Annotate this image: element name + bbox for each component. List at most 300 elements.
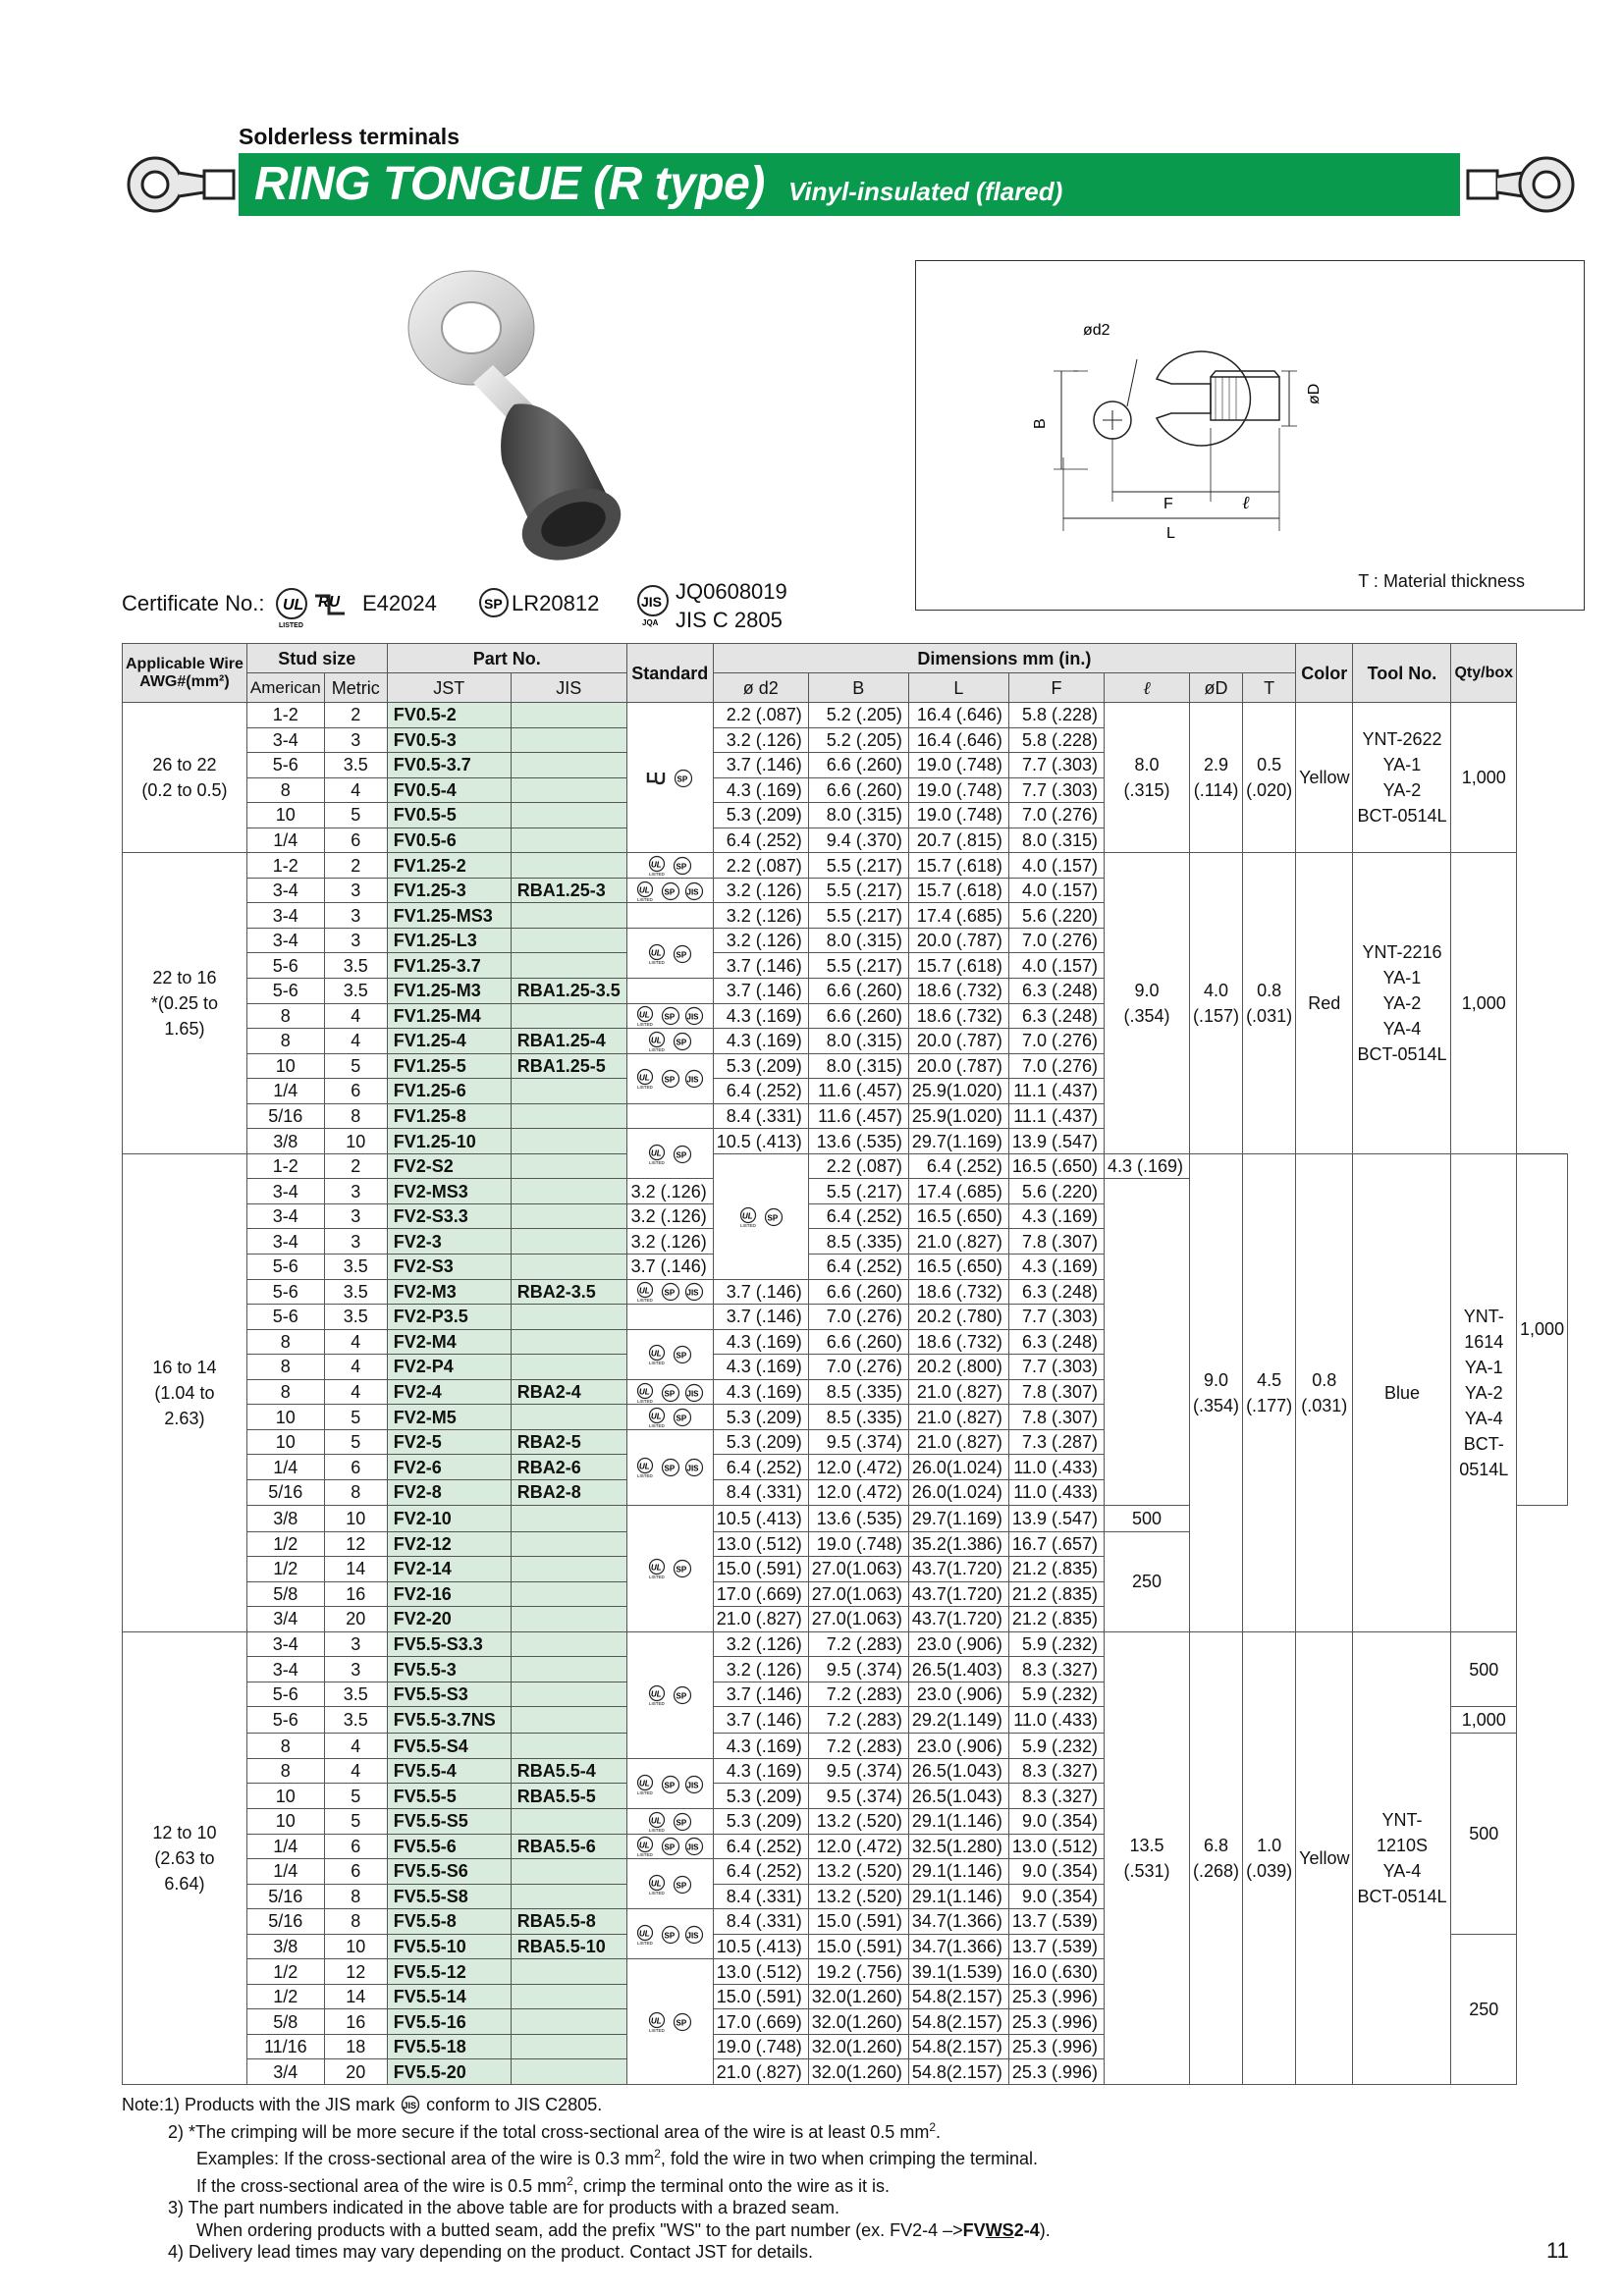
svg-text:UL: UL	[639, 1929, 650, 1939]
footnotes	[122, 2094, 1051, 2264]
cell-d2: 6.4 (.252)	[713, 1834, 808, 1859]
cell-jst-part: FV5.5-3.7NS	[387, 1707, 511, 1734]
cell-jst-part: FV5.5-18	[387, 2034, 511, 2059]
cell-L: 26.5(1.403)	[908, 1657, 1008, 1682]
svg-text:LISTED: LISTED	[739, 1222, 756, 1228]
ul-mark-icon	[634, 1281, 658, 1303]
cell-B: 6.4 (.252)	[808, 1203, 908, 1229]
svg-text:LISTED: LISTED	[637, 1398, 653, 1404]
cell-d2: 4.3 (.169)	[713, 777, 808, 803]
svg-text:SP: SP	[664, 1464, 676, 1473]
cell-B: 32.0(1.260)	[808, 2034, 908, 2059]
ul-mark-icon	[646, 2011, 670, 2033]
csa-mark-icon	[660, 1281, 681, 1303]
cell-B: 12.0 (.472)	[808, 1479, 908, 1505]
cell-F: 5.9 (.232)	[1008, 1682, 1104, 1707]
cell-L: 17.4 (.685)	[908, 1179, 1008, 1204]
cell-B: 13.6 (.535)	[808, 1505, 908, 1531]
cell-american: 3/4	[246, 2059, 324, 2085]
cell-L: 26.0(1.024)	[908, 1455, 1008, 1480]
cell-jis-part	[511, 1808, 626, 1834]
note-2: 2) *The crimping will be more secure if the total cross-sectional area of the wire is at least 0.5 $mm^2$.	[168, 2119, 942, 2142]
cell-F: 6.3 (.248)	[1008, 1279, 1104, 1305]
cell-d2: 17.0 (.669)	[713, 1581, 808, 1607]
cell-jis-part	[511, 1079, 626, 1104]
cell-L: 17.4 (.685)	[908, 903, 1008, 929]
csa-mark-icon	[673, 768, 694, 789]
jis-mark-icon	[683, 1457, 705, 1478]
cell-D: 4.0 (.157)	[1190, 853, 1243, 1154]
ul-mark-icon	[634, 1005, 658, 1027]
cell-B: 6.6 (.260)	[808, 753, 908, 778]
svg-text:UL: UL	[639, 1387, 650, 1397]
cell-F: 9.0 (.354)	[1008, 1859, 1104, 1885]
cell-B: 8.5 (.335)	[808, 1229, 908, 1255]
svg-text:UL: UL	[639, 1779, 650, 1789]
cell-jis-part: RBA2-4	[511, 1379, 626, 1405]
cell-jst-part: FV2-10	[387, 1505, 511, 1531]
svg-text:UL: UL	[283, 597, 304, 614]
cell-B: 5.5 (.217)	[808, 1179, 908, 1204]
cell-F: 7.8 (.307)	[1008, 1405, 1104, 1430]
cell-jst-part: FV2-3	[387, 1229, 511, 1255]
cell-metric: 3	[324, 1203, 387, 1229]
svg-text:SP: SP	[676, 1414, 687, 1423]
cell-B: 5.5 (.217)	[808, 878, 908, 903]
ul-listed-icon	[274, 586, 358, 629]
cell-standard	[626, 1405, 713, 1430]
cell-jst-part: FV5.5-S8	[387, 1884, 511, 1909]
cell-standard	[626, 1758, 713, 1808]
cell-B: 9.5 (.374)	[808, 1758, 908, 1784]
cell-american: 1/2	[246, 1557, 324, 1582]
cell-jis-part	[511, 1557, 626, 1582]
jis-mark-icon	[683, 881, 705, 902]
cell-american: 3-4	[246, 878, 324, 903]
cell-L: 25.9(1.020)	[908, 1079, 1008, 1104]
cell-american: 3-4	[246, 1179, 324, 1204]
cell-standard	[626, 928, 713, 978]
cell-jst-part: FV2-S2	[387, 1153, 511, 1179]
cell-B: 8.0 (.315)	[808, 928, 908, 953]
header-F: F	[1008, 673, 1104, 703]
cell-jst-part: FV5.5-3	[387, 1657, 511, 1682]
cell-d2: 10.5 (.413)	[713, 1129, 808, 1154]
cell-D: 4.5 (.177)	[1243, 1153, 1296, 1631]
svg-text:JIS: JIS	[403, 2101, 417, 2110]
cell-F: 5.6 (.220)	[1008, 1179, 1104, 1204]
svg-text:LISTED: LISTED	[637, 1940, 653, 1946]
svg-text:SP: SP	[676, 774, 688, 784]
cell-D: 2.9 (.114)	[1190, 703, 1243, 853]
cell-d2: 3.2 (.126)	[713, 1631, 808, 1657]
cell-jis-part: RBA2-8	[511, 1479, 626, 1505]
cell-L: 19.0 (.748)	[908, 753, 1008, 778]
cell-F: 5.8 (.228)	[1008, 703, 1104, 728]
svg-text:UL: UL	[639, 1841, 650, 1850]
cell-metric: 14	[324, 1557, 387, 1582]
title-banner	[239, 153, 1460, 216]
cell-B: 13.6 (.535)	[808, 1129, 908, 1154]
header-qty-box: Qty/box	[1451, 644, 1517, 703]
cell-metric: 14	[324, 1984, 387, 2009]
cell-F: 7.7 (.303)	[1008, 1305, 1104, 1330]
note-3-ordering: When ordering products with a butted seam, add the prefix "WS" to the part number (ex. FV2-4 –>FVWS2-4).	[196, 2219, 1051, 2240]
svg-text:SP: SP	[664, 1288, 676, 1298]
cell-jst-part: FV1.25-L3	[387, 928, 511, 953]
cell-d2: 6.4 (.252)	[713, 828, 808, 853]
cell-metric: 3	[324, 1631, 387, 1657]
svg-text:JIS: JIS	[686, 1288, 699, 1298]
cell-jst-part: FV5.5-S3.3	[387, 1631, 511, 1657]
cell-d2: 3.7 (.146)	[713, 1305, 808, 1330]
cell-F: 25.3 (.996)	[1008, 1984, 1104, 2009]
cell-standard	[626, 1103, 713, 1129]
svg-text:LISTED: LISTED	[649, 1159, 665, 1165]
svg-text:LISTED: LISTED	[637, 1022, 653, 1028]
cell-F: 5.9 (.232)	[1008, 1734, 1104, 1759]
cell-F: 11.0 (.433)	[1008, 1479, 1104, 1505]
svg-text:LISTED: LISTED	[637, 1298, 653, 1304]
svg-text:JIS: JIS	[686, 1389, 699, 1399]
cell-qty-box: 500	[1451, 1631, 1517, 1707]
ur-mark-icon	[645, 769, 671, 788]
cell-L: 35.2(1.386)	[908, 1531, 1008, 1557]
cell-wire-range: 22 to 16 *(0.25 to 1.65)	[123, 853, 247, 1154]
csa-mark-icon	[672, 1558, 693, 1579]
cell-qty-box: 1,000	[1451, 1707, 1517, 1734]
cell-L: 15.7 (.618)	[908, 953, 1008, 979]
cell-d2: 8.4 (.331)	[713, 1909, 808, 1935]
cell-jis-part	[511, 1984, 626, 2009]
cell-jis-part	[511, 1229, 626, 1255]
cell-F: 8.3 (.327)	[1008, 1784, 1104, 1809]
svg-text:LISTED: LISTED	[649, 1575, 665, 1580]
cell-jst-part: FV5.5-5	[387, 1784, 511, 1809]
svg-text:JIS: JIS	[686, 1842, 699, 1852]
cell-jis-part: RBA1.25-4	[511, 1029, 626, 1054]
svg-text:SP: SP	[676, 1691, 687, 1701]
cell-american: 8	[246, 1758, 324, 1784]
cell-american: 1-2	[246, 703, 324, 728]
cell-metric: 20	[324, 1607, 387, 1632]
csa-mark-icon	[672, 943, 693, 965]
jis-mark-icon	[683, 1924, 705, 1946]
cell-F: 21.2 (.835)	[1008, 1607, 1104, 1632]
cell-F: 8.0 (.315)	[1008, 828, 1104, 853]
cell-F: 4.3 (.169)	[1008, 1203, 1104, 1229]
cell-jst-part: FV2-M4	[387, 1329, 511, 1355]
cell-standard	[626, 703, 713, 853]
cell-metric: 4	[324, 1329, 387, 1355]
cell-F: 6.3 (.248)	[1008, 1003, 1104, 1029]
cell-jst-part: FV0.5-3	[387, 727, 511, 753]
cell-L: 20.7 (.815)	[908, 828, 1008, 853]
cell-B: 32.0(1.260)	[808, 2059, 908, 2085]
cell-metric: 16	[324, 1581, 387, 1607]
cell-B: 19.0 (.748)	[808, 1531, 908, 1557]
cell-jis-part	[511, 1657, 626, 1682]
cell-wire-range: 16 to 14 (1.04 to 2.63)	[123, 1153, 247, 1631]
cell-american: 3-4	[246, 727, 324, 753]
cell-jis-part	[511, 727, 626, 753]
cell-jis-part	[511, 777, 626, 803]
svg-text:LISTED: LISTED	[649, 1423, 665, 1429]
ul-mark-icon	[634, 1382, 658, 1404]
cell-jis-part	[511, 1355, 626, 1380]
cell-jst-part: FV5.5-S6	[387, 1859, 511, 1885]
ul-mark-icon	[646, 943, 670, 965]
cell-d2: 3.2 (.126)	[626, 1179, 713, 1204]
cell-d2: 8.4 (.331)	[713, 1479, 808, 1505]
table-row	[123, 853, 1568, 879]
table-row	[123, 1631, 1568, 1657]
cell-metric: 3.5	[324, 1305, 387, 1330]
cell-metric: 5	[324, 803, 387, 828]
header-stud-size: Stud size	[246, 644, 387, 673]
cell-american: 11/16	[246, 2034, 324, 2059]
cell-metric: 6	[324, 828, 387, 853]
cell-american: 3-4	[246, 1229, 324, 1255]
svg-text:LISTED: LISTED	[649, 1701, 665, 1707]
cell-L: 43.7(1.720)	[908, 1581, 1008, 1607]
svg-text:UL: UL	[651, 1349, 662, 1359]
cell-B: 27.0(1.063)	[808, 1581, 908, 1607]
cell-B: 8.5 (.335)	[808, 1405, 908, 1430]
cell-B: 12.0 (.472)	[808, 1455, 908, 1480]
cell-jis-part: RBA5.5-5	[511, 1784, 626, 1809]
cell-F: 9.0 (.354)	[1008, 1884, 1104, 1909]
cell-standard	[626, 1909, 713, 1959]
cell-B: 6.4 (.252)	[808, 1255, 908, 1280]
cell-L: 26.0(1.024)	[908, 1479, 1008, 1505]
cell-L: 39.1(1.539)	[908, 1959, 1008, 1985]
cell-d2: 3.7 (.146)	[626, 1255, 713, 1280]
cell-F: 7.7 (.303)	[1008, 1355, 1104, 1380]
ul-mark-icon	[634, 1457, 658, 1478]
cell-jis-part: RBA5.5-6	[511, 1834, 626, 1859]
cell-jst-part: FV0.5-6	[387, 828, 511, 853]
category-label: Solderless terminals	[239, 124, 460, 149]
cell-jst-part: FV5.5-S4	[387, 1734, 511, 1759]
cell-jst-part: FV2-6	[387, 1455, 511, 1480]
cell-L: 29.1(1.146)	[908, 1808, 1008, 1834]
cell-L: 21.0 (.827)	[908, 1229, 1008, 1255]
cell-d2: 3.7 (.146)	[713, 1279, 808, 1305]
cell-d2: 10.5 (.413)	[713, 1934, 808, 1959]
cell-metric: 3	[324, 1229, 387, 1255]
csa-mark-icon	[660, 1924, 681, 1946]
cell-B: 27.0(1.063)	[808, 1557, 908, 1582]
ul-certificate-number: E42024	[362, 591, 437, 615]
cell-B: 32.0(1.260)	[808, 1984, 908, 2009]
spec-table-body	[123, 703, 1568, 2085]
svg-text:LISTED: LISTED	[279, 622, 303, 629]
cell-jis-part: RBA1.25-3	[511, 878, 626, 903]
cell-jst-part: FV2-8	[387, 1479, 511, 1505]
csa-mark-icon	[660, 1774, 681, 1795]
svg-text:UL: UL	[651, 2016, 662, 2026]
cell-jis-part	[511, 1153, 626, 1179]
cell-L: 43.7(1.720)	[908, 1557, 1008, 1582]
cell-tool-no: YNT-1614 YA-1 YA-2 YA-4 BCT-0514L	[1451, 1153, 1517, 1631]
cell-jis-part: RBA2-5	[511, 1429, 626, 1455]
header-dimensions: Dimensions mm (in.)	[713, 644, 1295, 673]
cell-d2: 2.2 (.087)	[713, 853, 808, 879]
svg-text:LISTED: LISTED	[649, 1361, 665, 1366]
cell-american: 3-4	[246, 1631, 324, 1657]
cell-standard	[626, 1859, 713, 1909]
header-jst: JST	[387, 673, 511, 703]
cell-jst-part: FV5.5-8	[387, 1909, 511, 1935]
csa-mark-icon	[660, 881, 681, 902]
cell-color: Yellow	[1296, 703, 1353, 853]
page-number: 11	[1546, 2238, 1569, 2263]
cell-F: 4.0 (.157)	[1008, 853, 1104, 879]
cell-american: 8	[246, 1379, 324, 1405]
cell-american: 1-2	[246, 853, 324, 879]
cell-B: 9.4 (.370)	[808, 828, 908, 853]
cell-T: 0.5 (.020)	[1243, 703, 1296, 853]
cell-jst-part: FV0.5-5	[387, 803, 511, 828]
cell-F: 13.7 (.539)	[1008, 1909, 1104, 1935]
csa-mark-icon	[672, 1144, 693, 1165]
cell-L: 23.0 (.906)	[908, 1631, 1008, 1657]
table-row	[123, 1153, 1568, 1179]
cell-metric: 8	[324, 1103, 387, 1129]
cell-american: 1/2	[246, 1531, 324, 1557]
cell-L: 34.7(1.366)	[908, 1909, 1008, 1935]
svg-text:UL: UL	[651, 1689, 662, 1699]
cell-B: 13.2 (.520)	[808, 1808, 908, 1834]
cell-jst-part: FV2-S3.3	[387, 1203, 511, 1229]
cell-d2: 4.3 (.169)	[713, 1758, 808, 1784]
cell-qty-box: 250	[1451, 1934, 1517, 2084]
csa-certificate-number: LR20812	[512, 591, 600, 615]
cell-B: 15.0 (.591)	[808, 1909, 908, 1935]
cell-metric: 6	[324, 1079, 387, 1104]
cell-jst-part: FV5.5-S5	[387, 1808, 511, 1834]
cell-metric: 6	[324, 1455, 387, 1480]
cell-d2: 8.4 (.331)	[713, 1884, 808, 1909]
cell-standard	[626, 1129, 713, 1179]
cell-american: 5-6	[246, 1255, 324, 1280]
cell-d2: 17.0 (.669)	[713, 2009, 808, 2035]
cell-L: 29.7(1.169)	[908, 1129, 1008, 1154]
cell-d2: 10.5 (.413)	[713, 1505, 808, 1531]
svg-text:SP: SP	[664, 1075, 676, 1085]
cell-jis-part	[511, 753, 626, 778]
cell-metric: 16	[324, 2009, 387, 2035]
cell-jst-part: FV2-M3	[387, 1279, 511, 1305]
ul-mark-icon	[646, 1144, 670, 1165]
svg-text:UL: UL	[741, 1211, 753, 1221]
cell-B: 5.2 (.205)	[808, 703, 908, 728]
page-subtitle: Vinyl-insulated (flared)	[788, 177, 1063, 206]
cell-jst-part: FV1.25-5	[387, 1053, 511, 1079]
cell-F: 9.0 (.354)	[1008, 1808, 1104, 1834]
cell-d2: 21.0 (.827)	[713, 2059, 808, 2085]
cell-B: 11.6 (.457)	[808, 1079, 908, 1104]
cell-L: 26.5(1.043)	[908, 1784, 1008, 1809]
svg-text:JIS: JIS	[686, 1931, 699, 1941]
cell-jst-part: FV1.25-6	[387, 1079, 511, 1104]
cell-metric: 2	[324, 853, 387, 879]
jis-mark-icon	[683, 1068, 705, 1090]
cell-L: 18.6 (.732)	[908, 1003, 1008, 1029]
cell-american: 5-6	[246, 1682, 324, 1707]
cell-B: 7.0 (.276)	[808, 1355, 908, 1380]
cell-american: 1/2	[246, 1959, 324, 1985]
cell-L: 54.8(2.157)	[908, 2009, 1008, 2035]
cell-l: 9.0 (.354)	[1104, 853, 1189, 1154]
cell-B: 32.0(1.260)	[808, 2009, 908, 2035]
cell-american: 5/16	[246, 1884, 324, 1909]
cell-jst-part: FV2-12	[387, 1531, 511, 1557]
cell-qty-box: 1,000	[1451, 703, 1517, 853]
cell-american: 10	[246, 1405, 324, 1430]
cell-L: 21.0 (.827)	[908, 1429, 1008, 1455]
header-d2: ø d2	[713, 673, 808, 703]
header-american: American	[246, 673, 324, 703]
cell-F: 25.3 (.996)	[1008, 2034, 1104, 2059]
svg-text:LISTED: LISTED	[649, 1827, 665, 1833]
cell-american: 1/4	[246, 1455, 324, 1480]
jis-standard-number: JIS C 2805	[676, 608, 783, 632]
jis-mark-icon	[683, 1005, 705, 1027]
cell-F: 11.0 (.433)	[1008, 1455, 1104, 1480]
cell-jis-part	[511, 2009, 626, 2035]
cell-jis-part	[511, 1255, 626, 1280]
ul-mark-icon	[634, 1924, 658, 1946]
cell-standard	[626, 979, 713, 1004]
ring-terminal-icon-left	[122, 147, 236, 218]
jis-mark-icon	[634, 582, 674, 627]
ul-mark-icon	[646, 855, 670, 877]
cell-jst-part: FV5.5-10	[387, 1934, 511, 1959]
cell-jis-part	[511, 1003, 626, 1029]
ul-mark-icon	[646, 1684, 670, 1706]
cell-B: 6.6 (.260)	[808, 1279, 908, 1305]
cell-F: 4.0 (.157)	[1008, 953, 1104, 979]
cell-metric: 4	[324, 1758, 387, 1784]
svg-text:LISTED: LISTED	[649, 1047, 665, 1052]
jis-mark-icon	[683, 1836, 705, 1857]
cell-jis-part	[511, 1884, 626, 1909]
cell-L: 43.7(1.720)	[908, 1607, 1008, 1632]
cell-american: 1/4	[246, 1834, 324, 1859]
cell-d2: 21.0 (.827)	[713, 1607, 808, 1632]
cell-d2: 3.7 (.146)	[713, 1707, 808, 1734]
label-D: øD	[1306, 383, 1323, 404]
ul-mark-icon	[646, 1031, 670, 1052]
cell-d2: 3.2 (.126)	[713, 903, 808, 929]
cell-tool-no: YNT-2622 YA-1 YA-2 BCT-0514L	[1353, 703, 1451, 853]
jis-mark-icon	[683, 1774, 705, 1795]
cell-metric: 12	[324, 1959, 387, 1985]
csa-mark-icon	[660, 1457, 681, 1478]
header-part-no: Part No.	[387, 644, 626, 673]
label-L: L	[1166, 525, 1175, 542]
cell-F: 7.7 (.303)	[1008, 777, 1104, 803]
cell-d2: 13.0 (.512)	[713, 1959, 808, 1985]
cell-metric: 20	[324, 2059, 387, 2085]
ul-mark-icon	[634, 1836, 658, 1857]
cell-jis-part	[511, 2059, 626, 2085]
cell-american: 3-4	[246, 1657, 324, 1682]
cell-d2: 3.2 (.126)	[626, 1203, 713, 1229]
svg-text:UL: UL	[639, 1286, 650, 1296]
